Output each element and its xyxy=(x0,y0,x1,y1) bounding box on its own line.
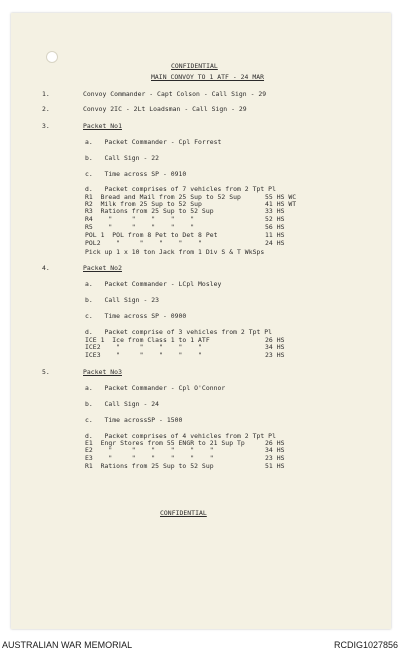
punch-hole xyxy=(46,51,58,63)
item-number: 5. xyxy=(42,368,50,376)
vehicle-row-label: POL2 " " " " " xyxy=(85,239,202,247)
source-credit: AUSTRALIAN WAR MEMORIAL xyxy=(2,640,133,650)
vehicle-row-label: ICE3 " " " " " xyxy=(85,351,202,359)
packet-composition-line: d. Packet comprises of 4 vehicles from 2 Tpt Pl xyxy=(85,432,276,440)
vehicle-row-code: 26 HS xyxy=(265,439,285,447)
vehicle-row-code: 23 HS xyxy=(265,351,285,359)
confidential-header: CONFIDENTIAL xyxy=(171,62,218,70)
item-number: 3. xyxy=(42,122,50,130)
vehicle-row-code: 51 HS xyxy=(265,462,285,470)
packet-commander-line: a. Packet Commander - Cpl O'Connor xyxy=(85,384,226,392)
packet-heading: Packet No3 xyxy=(83,368,122,376)
packet-heading: Packet No2 xyxy=(83,264,122,272)
call-sign-line: b. Call Sign - 23 xyxy=(85,296,160,304)
packet-composition-line: d. Packet comprise of 3 vehicles from 2 Tpt Pl xyxy=(85,328,273,336)
call-sign-line: b. Call Sign - 24 xyxy=(85,400,160,408)
vehicle-row-code: 33 HS xyxy=(265,207,285,215)
vehicle-row-label: R3 Rations from 25 Sup to 52 Sup xyxy=(85,207,214,215)
vehicle-row-label: R5 " " " " " xyxy=(85,223,195,231)
vehicle-row-label: E3 " " " " " " xyxy=(85,454,214,462)
vehicle-row-code: 24 HS xyxy=(265,239,285,247)
item-number: 1. xyxy=(42,90,50,98)
vehicle-row-label: R1 Rations from 25 Sup to 52 Sup xyxy=(85,462,214,470)
vehicle-row-code: 34 HS xyxy=(265,343,285,351)
vehicle-row-label: R2 Milk from 25 Sup to 52 Sup xyxy=(85,200,202,208)
packet-commander-line: a. Packet Commander - LCpl Mosley xyxy=(85,280,222,288)
vehicle-row-label: ICE2 " " " " " xyxy=(85,343,202,351)
vehicle-row-code: 11 HS xyxy=(265,231,285,239)
vehicle-row-label: E2 " " " " " " xyxy=(85,446,214,454)
pickup-note: Pick up 1 x 10 ton Jack from 1 Div S & T WkSps xyxy=(85,248,265,256)
vehicle-row-code: 26 HS xyxy=(265,336,285,344)
vehicle-row-code: 56 HS xyxy=(265,223,285,231)
call-sign-line: b. Call Sign - 22 xyxy=(85,154,160,162)
vehicle-row-code: 23 HS xyxy=(265,454,285,462)
vehicle-row-label: R1 Bread and Mail from 25 Sup to 52 Sup xyxy=(85,193,241,201)
vehicle-row-code: 52 HS xyxy=(265,215,285,223)
packet-composition-line: d. Packet comprises of 7 vehicles from 2 Tpt Pl xyxy=(85,185,276,193)
convoy-2ic-line: Convoy 2IC - 2Lt Loadsman - Call Sign - 29 xyxy=(83,105,247,113)
document-title: MAIN CONVOY TO 1 ATF - 24 MAR xyxy=(151,73,265,81)
packet-commander-line: a. Packet Commander - Cpl Forrest xyxy=(85,138,222,146)
packet-heading: Packet No1 xyxy=(83,122,122,130)
time-across-line: c. Time across SP - 0910 xyxy=(85,170,187,178)
record-id: RCDIG1027856 xyxy=(333,640,398,650)
vehicle-row-label: POL 1 POL from 8 Pet to Det 8 Pet xyxy=(85,231,218,239)
vehicle-row-label: R4 " " " " " xyxy=(85,215,195,223)
vehicle-row-code: 55 HS WC xyxy=(265,193,297,201)
vehicle-row-code: 41 HS WT xyxy=(265,200,297,208)
item-number: 2. xyxy=(42,105,50,113)
confidential-footer: CONFIDENTIAL xyxy=(160,509,207,517)
vehicle-row-label: E1 Engr Stores from 55 ENGR to 21 Sup Tp xyxy=(85,439,245,447)
convoy-commander-line: Convoy Commander - Capt Colson - Call Sign - 29 xyxy=(83,90,267,98)
time-across-line: c. Time across SP - 0900 xyxy=(85,312,187,320)
vehicle-row-label: ICE 1 Ice from Class 1 to 1 ATF xyxy=(85,336,210,344)
time-across-line: c. Time acrossSP - 1500 xyxy=(85,416,183,424)
item-number: 4. xyxy=(42,264,50,272)
vehicle-row-code: 34 HS xyxy=(265,446,285,454)
